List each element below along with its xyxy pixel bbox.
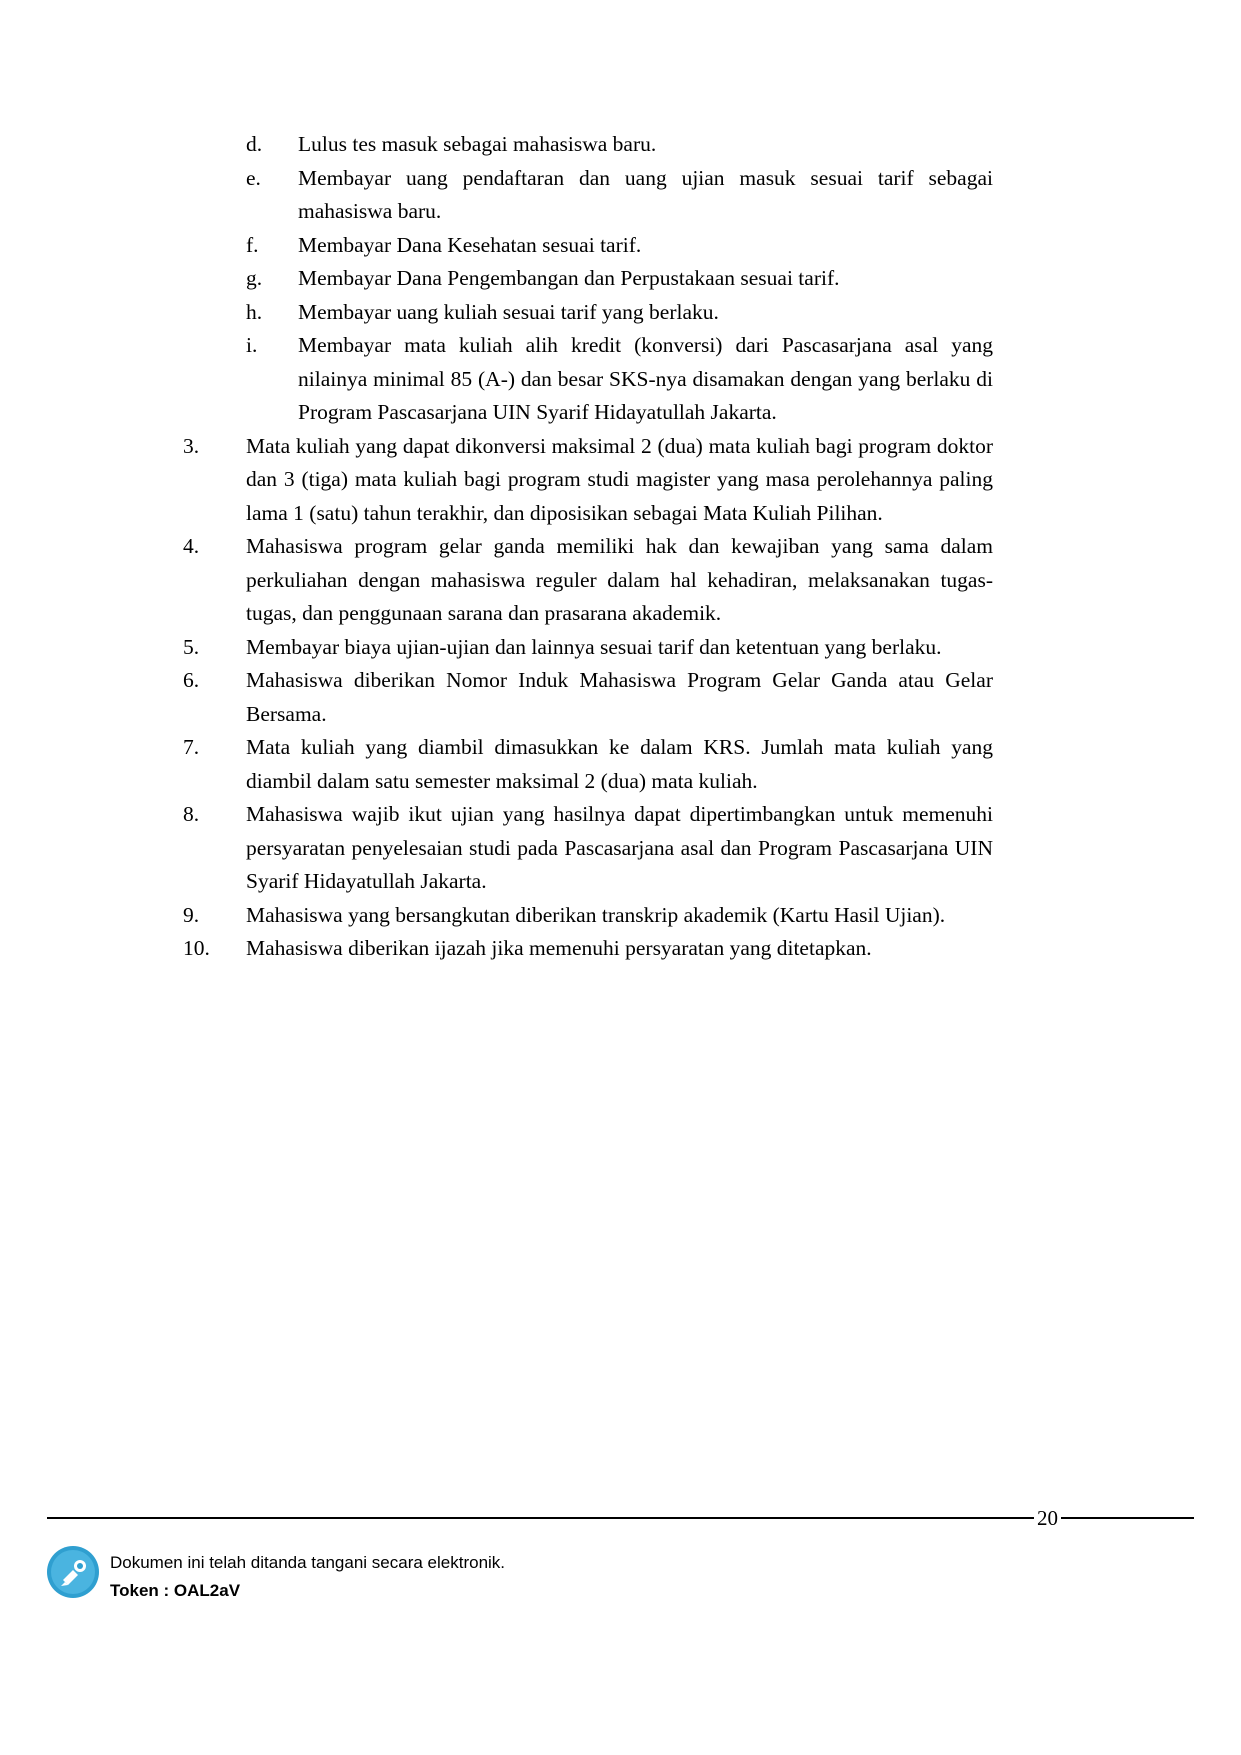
list-text: Mahasiswa diberikan Nomor Induk Mahasiswa Program Gelar Ganda atau Gelar Bersama. (246, 668, 993, 726)
list-item (246, 262, 993, 296)
list-item (246, 229, 993, 263)
list-marker: 3. (183, 433, 200, 458)
list-marker: i. (246, 333, 258, 357)
list-marker: 6. (183, 668, 200, 692)
list-text: Mahasiswa program gelar ganda memiliki hak dan kewajiban yang sama dalam perkuliahan dengan mahasiswa reguler dalam hal kehadiran, melaksanakan tugas-tugas, dan penggunaan sarana dan prasarana akademik. (246, 534, 993, 625)
list-item (183, 932, 993, 966)
list-item (183, 631, 993, 665)
list-marker: 4. (183, 534, 200, 558)
list-text: Mata kuliah yang diambil dimasukkan ke dalam KRS. Jumlah mata kuliah yang diambil dalam satu semester maksimal 2 (dua) mata kuliah. (246, 735, 993, 793)
list-item (183, 430, 993, 531)
list-marker: e. (246, 165, 261, 190)
list-marker: 5. (183, 634, 200, 659)
list-text: Mahasiswa diberikan ijazah jika memenuhi persyaratan yang ditetapkan. (246, 936, 872, 960)
list-marker: g. (246, 266, 263, 290)
list-item (183, 798, 993, 899)
list-text: Membayar biaya ujian-ujian dan lainnya sesuai tarif dan ketentuan yang berlaku. (246, 634, 942, 659)
list-marker: f. (246, 232, 259, 257)
electronic-signature-icon (47, 1546, 99, 1598)
list-marker: 8. (183, 802, 200, 826)
page-number: 20 (1034, 1507, 1061, 1529)
list-text: Membayar Dana Pengembangan dan Perpustakaan sesuai tarif. (298, 266, 840, 290)
list-item (246, 128, 993, 162)
lettered-list (246, 128, 993, 430)
list-text: Lulus tes masuk sebagai mahasiswa baru. (298, 132, 657, 156)
list-text: Mahasiswa wajib ikut ujian yang hasilnya dapat dipertimbangkan untuk memenuhi persyaratan penyelesaian studi pada Pascasarjana asal dan Program Pascasarjana UIN Syarif Hidayatullah Jakarta. (246, 802, 993, 893)
footer-text-group (110, 1546, 505, 1605)
list-item (183, 899, 993, 933)
list-marker: h. (246, 299, 263, 324)
list-text: Mahasiswa yang bersangkutan diberikan transkrip akademik (Kartu Hasil Ujian). (246, 902, 946, 927)
list-marker: 7. (183, 735, 200, 759)
list-marker: 10. (183, 936, 210, 960)
list-text: Membayar uang pendaftaran dan uang ujian masuk sesuai tarif sebagai mahasiswa baru. (298, 165, 993, 223)
token-label: Token : OAL2aV (110, 1581, 241, 1600)
list-item (183, 530, 993, 631)
list-item (246, 162, 993, 229)
electronic-signature-footer (47, 1546, 505, 1605)
list-item (246, 296, 993, 330)
list-item (246, 329, 993, 430)
list-item (183, 731, 993, 798)
list-marker: 9. (183, 902, 200, 927)
pen-nib-icon (56, 1555, 90, 1589)
signature-note: Dokumen ini telah ditanda tangani secara elektronik. (110, 1553, 506, 1572)
document-body (183, 128, 993, 966)
list-text: Membayar uang kuliah sesuai tarif yang berlaku. (298, 299, 719, 324)
list-text: Membayar Dana Kesehatan sesuai tarif. (298, 232, 642, 257)
list-text: Membayar mata kuliah alih kredit (konversi) dari Pascasarjana asal yang nilainya minimal 85 (A-) dan besar SKS-nya disamakan dengan yang berlaku di Program Pascasarjana UIN Syarif Hidayatullah Jakarta. (298, 333, 993, 424)
footer-divider (47, 1517, 1194, 1519)
numbered-list (183, 430, 993, 966)
list-text: Mata kuliah yang dapat dikonversi maksimal 2 (dua) mata kuliah bagi program doktor dan 3 (tiga) mata kuliah bagi program studi magister yang masa perolehannya paling lama 1 (satu) tahun terakhir, dan diposisikan sebagai Mata Kuliah Pilihan. (246, 433, 993, 525)
list-marker: d. (246, 132, 263, 156)
list-item (183, 664, 993, 731)
